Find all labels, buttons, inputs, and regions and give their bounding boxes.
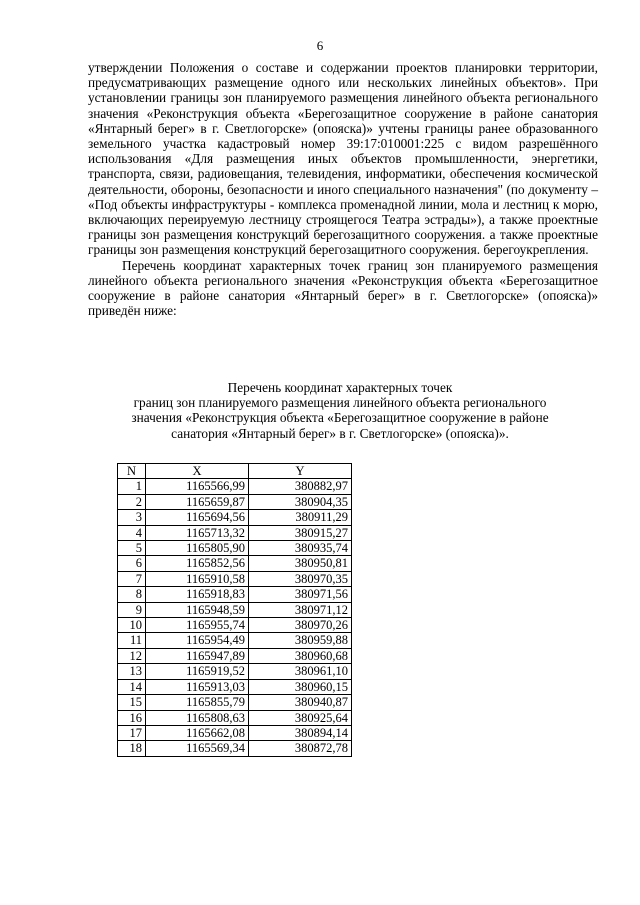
x-coordinate-cell: 1165947,89 (146, 648, 249, 663)
column-header-y: Y (249, 464, 352, 479)
point-number-cell: 10 (118, 618, 146, 633)
y-coordinate-cell: 380935,74 (249, 541, 352, 556)
x-coordinate-cell: 1165855,79 (146, 695, 249, 710)
point-number-cell: 11 (118, 633, 146, 648)
y-coordinate-cell: 380940,87 (249, 695, 352, 710)
y-coordinate-cell: 380894,14 (249, 725, 352, 740)
point-number-cell: 13 (118, 664, 146, 679)
point-number-cell: 18 (118, 741, 146, 756)
y-coordinate-cell: 380971,56 (249, 587, 352, 602)
x-coordinate-cell: 1165694,56 (146, 510, 249, 525)
page-number: 6 (316, 38, 324, 53)
table-body (118, 479, 352, 756)
point-number-cell: 5 (118, 541, 146, 556)
y-coordinate-cell: 380950,81 (249, 556, 352, 571)
x-coordinate-cell: 1165955,74 (146, 618, 249, 633)
table-caption (100, 380, 580, 441)
table-row (118, 494, 352, 509)
y-coordinate-cell: 380960,15 (249, 679, 352, 694)
point-number-cell: 14 (118, 679, 146, 694)
x-coordinate-cell: 1165713,32 (146, 525, 249, 540)
point-number-cell: 9 (118, 602, 146, 617)
y-coordinate-cell: 380904,35 (249, 494, 352, 509)
paragraph-continuation: утверждении Положения о составе и содержании проектов планировки территории, предусматривающих размещение одного или нескольких линейных объектов». При установлении границы зон планируемого размещения линейного объекта регионального значения «Реконструкция объекта «Берегозащитное сооружение в районе санатория «Янтарный берег» в г. Светлогорске» (опояска)» учтены границы ранее образованного земельного участка кадастровый номер 39:17:010001:225 с видом разрешённого использования «Для размещения иных объектов промышленности, энергетики, транспорта, связи, радиовещания, телевидения, информатики, обеспечения космической деятельности, обороны, безопасности и иного специального назначения" (по документу – «Под объекты инфраструктуры - комплекса променадной линии, мола и лестниц к морю, включающих переируемую лестницу строящегося Театра эстрады»), а также проектные границы зон размещения конструкций берегозащитного сооружения. а также проектные границы зон размещения конструкций берегозащитного сооружения. берегоукрепления. (88, 60, 598, 258)
table-row (118, 664, 352, 679)
y-coordinate-cell: 380911,29 (249, 510, 352, 525)
table-row (118, 710, 352, 725)
table-row (118, 725, 352, 740)
table-row (118, 587, 352, 602)
table-header-row (118, 464, 352, 479)
table-row (118, 479, 352, 494)
y-coordinate-cell: 380971,12 (249, 602, 352, 617)
x-coordinate-cell: 1165662,08 (146, 725, 249, 740)
table-row (118, 510, 352, 525)
point-number-cell: 15 (118, 695, 146, 710)
coordinates-table (117, 463, 352, 757)
point-number-cell: 6 (118, 556, 146, 571)
point-number-cell: 8 (118, 587, 146, 602)
table-row (118, 541, 352, 556)
y-coordinate-cell: 380925,64 (249, 710, 352, 725)
y-coordinate-cell: 380960,68 (249, 648, 352, 663)
x-coordinate-cell: 1165954,49 (146, 633, 249, 648)
table-row (118, 648, 352, 663)
point-number-cell: 2 (118, 494, 146, 509)
x-coordinate-cell: 1165566,99 (146, 479, 249, 494)
table-row (118, 525, 352, 540)
paragraph-coordinates-intro: Перечень координат характерных точек границ зон планируемого размещения линейного объекта регионального значения «Реконструкция объекта «Берегозащитное сооружение в районе санатория «Янтарный берег» в г. Светлогорске» (опояска)» приведён ниже: (88, 257, 598, 319)
x-coordinate-cell: 1165918,83 (146, 587, 249, 602)
table-row (118, 571, 352, 586)
point-number-cell: 16 (118, 710, 146, 725)
y-coordinate-cell: 380970,26 (249, 618, 352, 633)
x-coordinate-cell: 1165569,34 (146, 741, 249, 756)
point-number-cell: 7 (118, 571, 146, 586)
y-coordinate-cell: 380915,27 (249, 525, 352, 540)
x-coordinate-cell: 1165910,58 (146, 571, 249, 586)
table-caption-line: Перечень координат характерных точек (227, 380, 453, 395)
point-number-cell: 17 (118, 725, 146, 740)
x-coordinate-cell: 1165948,59 (146, 602, 249, 617)
point-number-cell: 4 (118, 525, 146, 540)
x-coordinate-cell: 1165805,90 (146, 541, 249, 556)
x-coordinate-cell: 1165919,52 (146, 664, 249, 679)
point-number-cell: 12 (118, 648, 146, 663)
y-coordinate-cell: 380959,88 (249, 633, 352, 648)
table-row (118, 633, 352, 648)
body-text (88, 60, 598, 318)
table-row (118, 679, 352, 694)
table-caption-line: санатория «Янтарный берег» в г. Светлогорске» (опояска)». (171, 425, 509, 441)
x-coordinate-cell: 1165913,03 (146, 679, 249, 694)
table-row (118, 556, 352, 571)
point-number-cell: 1 (118, 479, 146, 494)
y-coordinate-cell: 380961,10 (249, 664, 352, 679)
y-coordinate-cell: 380872,78 (249, 741, 352, 756)
column-header-x: X (146, 464, 249, 479)
x-coordinate-cell: 1165659,87 (146, 494, 249, 509)
x-coordinate-cell: 1165852,56 (146, 556, 249, 571)
table-row (118, 695, 352, 710)
y-coordinate-cell: 380882,97 (249, 479, 352, 494)
column-header-n: N (118, 464, 146, 479)
table-row (118, 741, 352, 756)
table-caption-line: значения «Реконструкция объекта «Берегозащитное сооружение в районе (131, 410, 549, 426)
x-coordinate-cell: 1165808,63 (146, 710, 249, 725)
point-number-cell: 3 (118, 510, 146, 525)
table-caption-line: границ зон планируемого размещения линейного объекта регионального (133, 395, 547, 411)
table-row (118, 618, 352, 633)
y-coordinate-cell: 380970,35 (249, 571, 352, 586)
table-row (118, 602, 352, 617)
